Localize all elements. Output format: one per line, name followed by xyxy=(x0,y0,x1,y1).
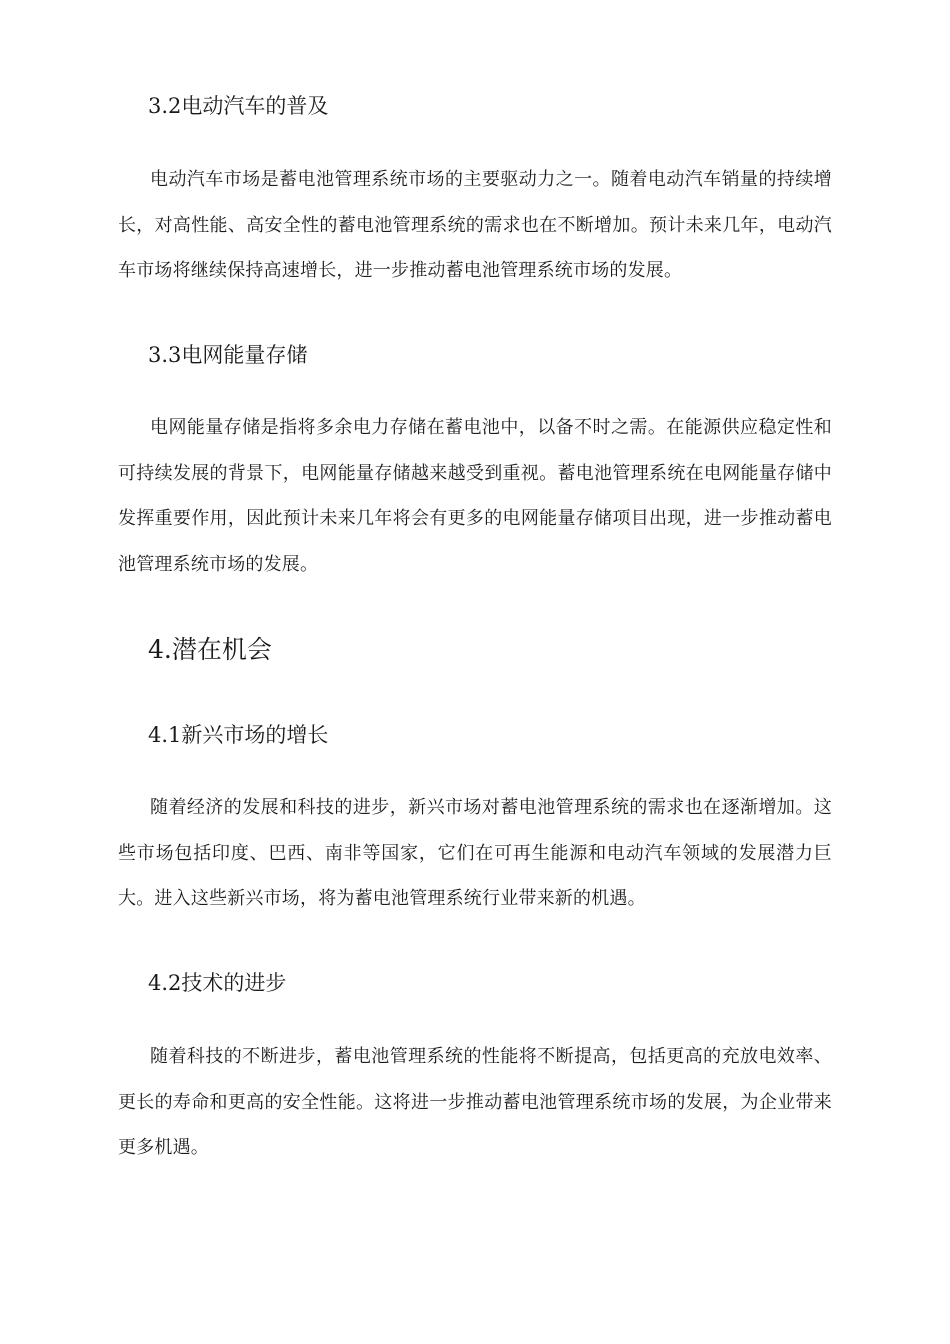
paragraph-3-2: 电动汽车市场是蓄电池管理系统市场的主要驱动力之一。随着电动汽车销量的持续增长，对高性能、高安全性的蓄电池管理系统的需求也在不断增加。预计未来几年，电动汽车市场将继续保持高速增长，进一步推动蓄电池管理系统市场的发展。 xyxy=(118,169,832,281)
paragraph-4-2: 随着科技的不断进步，蓄电池管理系统的性能将不断提高，包括更高的充放电效率、更长的寿命和更高的安全性能。这将进一步推动蓄电池管理系统市场的发展，为企业带来更多机遇。 xyxy=(118,1046,832,1158)
heading-3-3: 3.3电网能量存储 xyxy=(148,343,308,367)
paragraph-3-3: 电网能量存储是指将多余电力存储在蓄电池中，以备不时之需。在能源供应稳定性和可持续发展的背景下，电网能量存储越来越受到重视。蓄电池管理系统在电网能量存储中发挥重要作用，因此预计未来几年将会有更多的电网能量存储项目出现，进一步推动蓄电池管理系统市场的发展。 xyxy=(118,417,832,575)
heading-4-1: 4.1新兴市场的增长 xyxy=(148,723,329,747)
heading-4-2: 4.2技术的进步 xyxy=(148,971,287,995)
heading-4: 4.潜在机会 xyxy=(148,635,272,664)
paragraph-4-1: 随着经济的发展和科技的进步，新兴市场对蓄电池管理系统的需求也在逐渐增加。这些市场包括印度、巴西、南非等国家，它们在可再生能源和电动汽车领域的发展潜力巨大。进入这些新兴市场，将为蓄电池管理系统行业带来新的机遇。 xyxy=(118,797,832,909)
heading-3-2: 3.2电动汽车的普及 xyxy=(148,94,329,118)
